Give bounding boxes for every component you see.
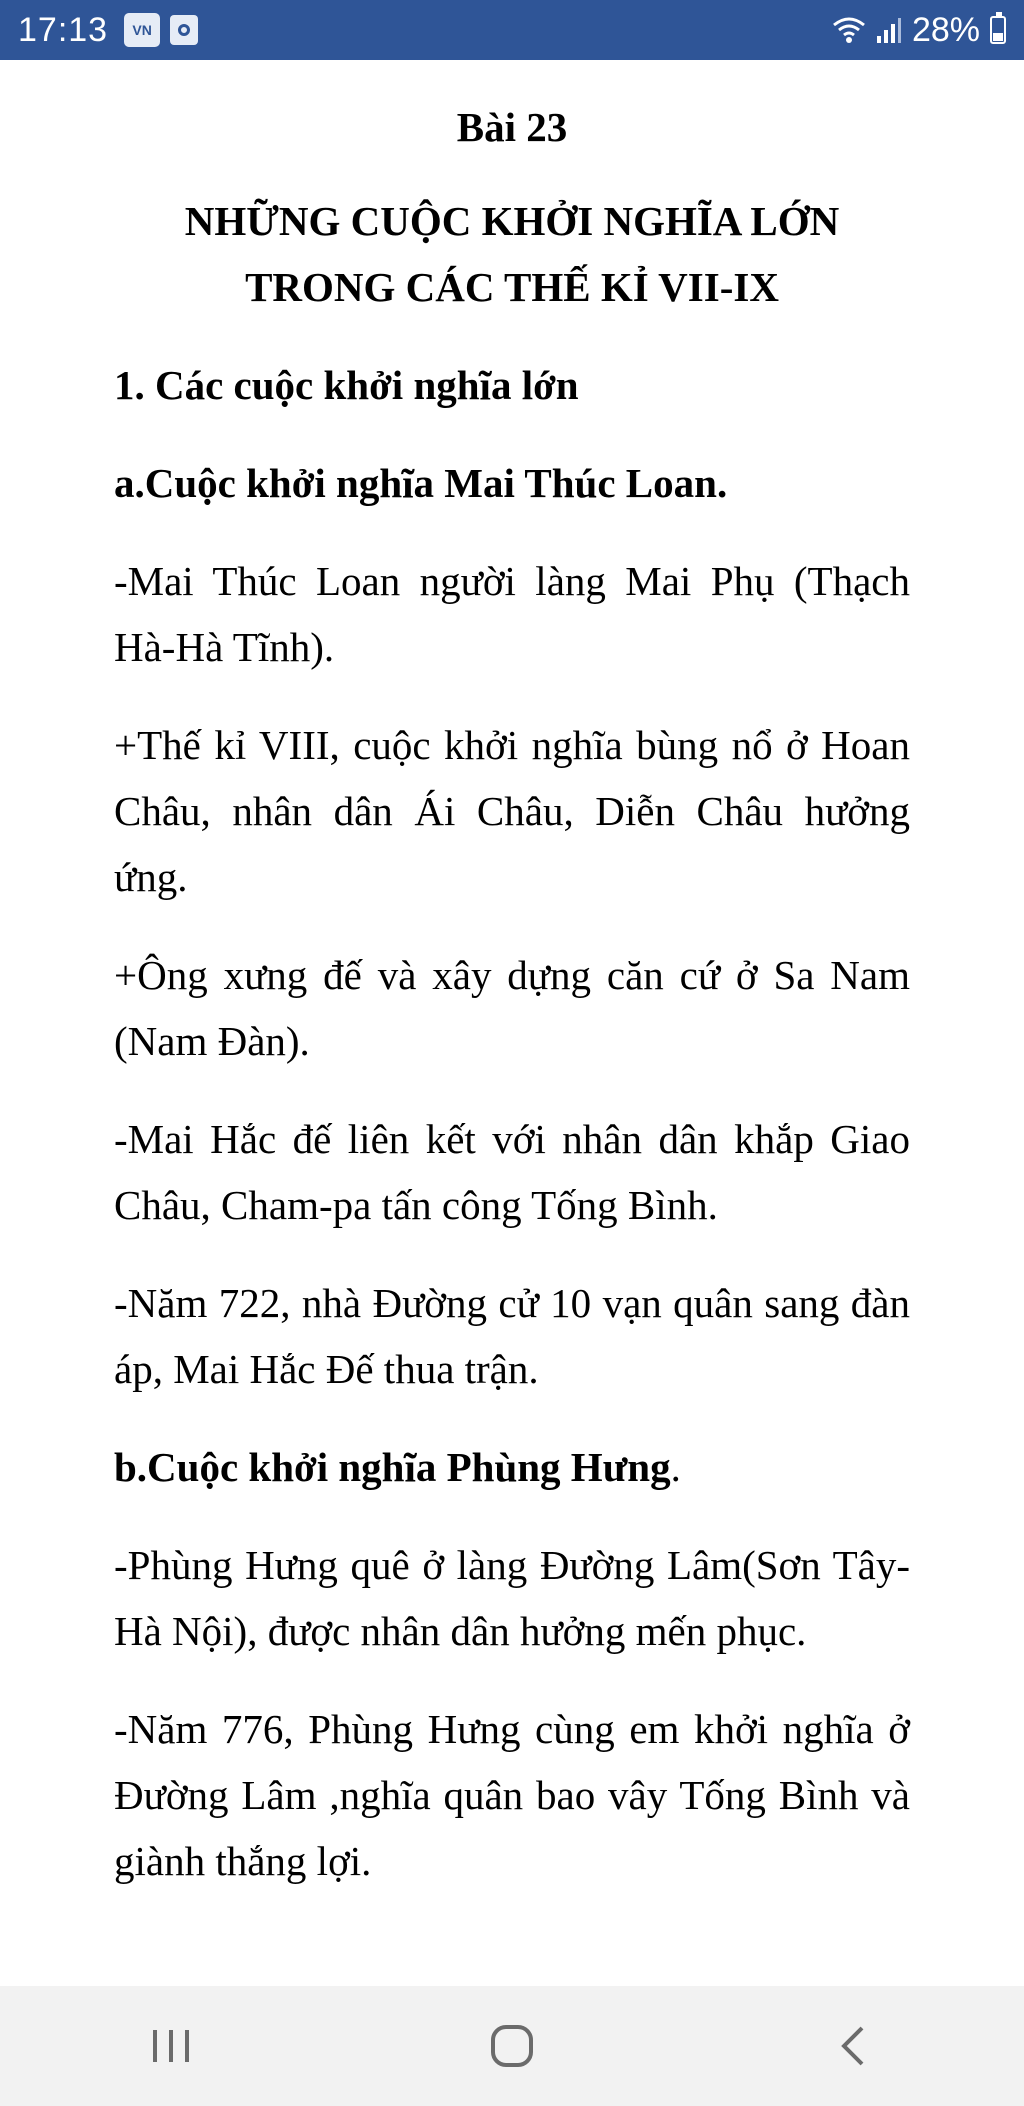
paragraph-7: -Năm 776, Phùng Hưng cùng em khởi nghĩa ở Đường Lâm ,nghĩa quân bao vây Tống Bình và giành thắng lợi.	[114, 1706, 910, 1884]
paragraph-5: -Năm 722, nhà Đường cử 10 vạn quân sang đàn áp, Mai Hắc Đế thua trận.	[114, 1280, 910, 1392]
subsection-heading-b	[114, 1434, 910, 1500]
lesson-title-line-2: TRONG CÁC THẾ KỈ VII-IX	[245, 264, 779, 310]
wifi-icon	[832, 16, 866, 44]
status-time: 17:13	[18, 10, 109, 49]
subsection-heading-b-text: b.Cuộc khởi nghĩa Phùng Hưng	[114, 1444, 671, 1490]
back-button[interactable]	[793, 2006, 913, 2086]
lesson-title-line-1: NHỮNG CUỘC KHỞI NGHĨA LỚN	[184, 198, 840, 244]
recent-apps-icon	[149, 2026, 193, 2066]
status-indicators	[832, 11, 1006, 50]
subsection-heading-b-dot: .	[670, 1444, 681, 1490]
notification-badge-icon	[170, 15, 198, 45]
back-icon	[838, 2024, 868, 2068]
notification-app-icon: VN	[124, 13, 160, 47]
lesson-title	[114, 188, 910, 320]
paragraph-6: -Phùng Hưng quê ở làng Đường Lâm(Sơn Tây-Hà Nội), được nhân dân hưởng mến phục.	[114, 1542, 910, 1654]
battery-icon	[990, 16, 1006, 44]
recent-apps-button[interactable]	[111, 2006, 231, 2086]
lesson-number: Bài 23	[456, 104, 568, 150]
paragraph-4: -Mai Hắc đế liên kết với nhân dân khắp Giao Châu, Cham-pa tấn công Tống Bình.	[114, 1116, 910, 1228]
home-icon	[489, 2023, 535, 2069]
status-bar	[0, 0, 1024, 60]
home-button[interactable]	[452, 2006, 572, 2086]
subsection-heading-a: a.Cuộc khởi nghĩa Mai Thúc Loan.	[114, 460, 728, 506]
paragraph-2: +Thế kỉ VIII, cuộc khởi nghĩa bùng nổ ở Hoan Châu, nhân dân Ái Châu, Diễn Châu hưởng ứng.	[114, 722, 910, 900]
paragraph-1: -Mai Thúc Loan người làng Mai Phụ (Thạch Hà-Hà Tĩnh).	[114, 558, 910, 670]
battery-percent: 28%	[911, 10, 980, 49]
signal-icon	[876, 16, 902, 44]
section-heading-1: 1. Các cuộc khởi nghĩa lớn	[114, 362, 579, 408]
document-page	[114, 60, 910, 1894]
paragraph-3: +Ông xưng đế và xây dựng căn cứ ở Sa Nam (Nam Đàn).	[114, 952, 910, 1064]
navigation-bar	[0, 1986, 1024, 2106]
